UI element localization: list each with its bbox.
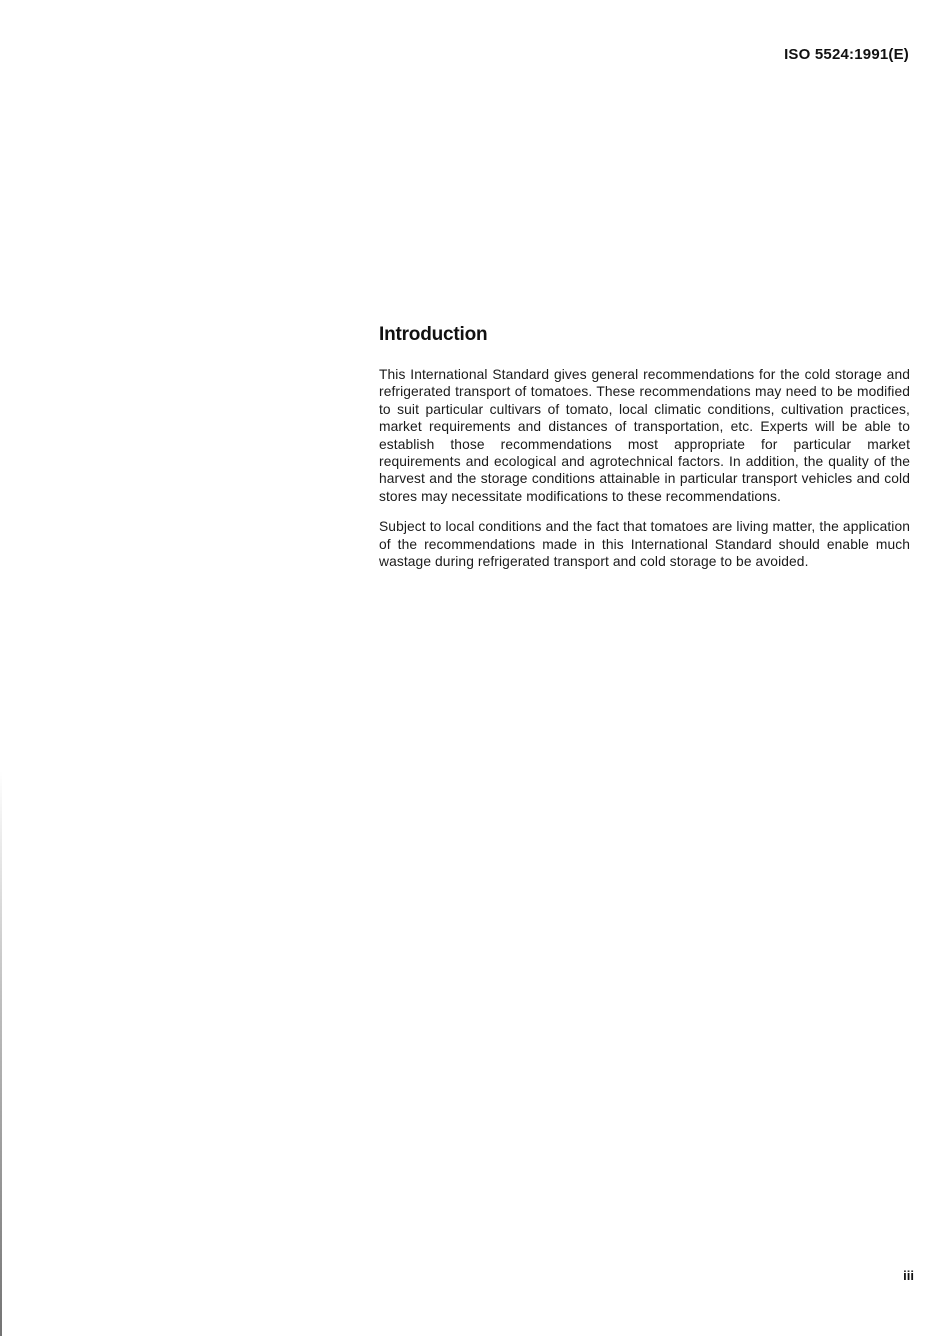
section-title: Introduction [379,324,488,345]
scan-edge-shadow [0,770,2,1336]
document-code: ISO 5524:1991(E) [784,46,909,63]
paragraph: Subject to local conditions and the fact that tomatoes are living matter, the application of the recommendations made in this International Standard should enable much wastage during refrigerated transport and cold storage to be avoided. [379,519,910,570]
page-number: iii [903,1268,914,1283]
introduction-section [379,324,910,583]
paragraph: This International Standard gives general recommendations for the cold storage and refrigerated transport of tomatoes. These recommendations may need to be modified to suit particular cultivars of tomato, local climatic conditions, cultivation practices, market requirements and distances of transportation, etc. Experts will be able to establish those recommendations most appropriate for particular market requirements and ecological and agrotechnical factors. In addition, the quality of the harvest and the storage conditions attainable in particular transport vehicles and cold stores may necessitate modifications to these recommendations. [379,367,910,504]
